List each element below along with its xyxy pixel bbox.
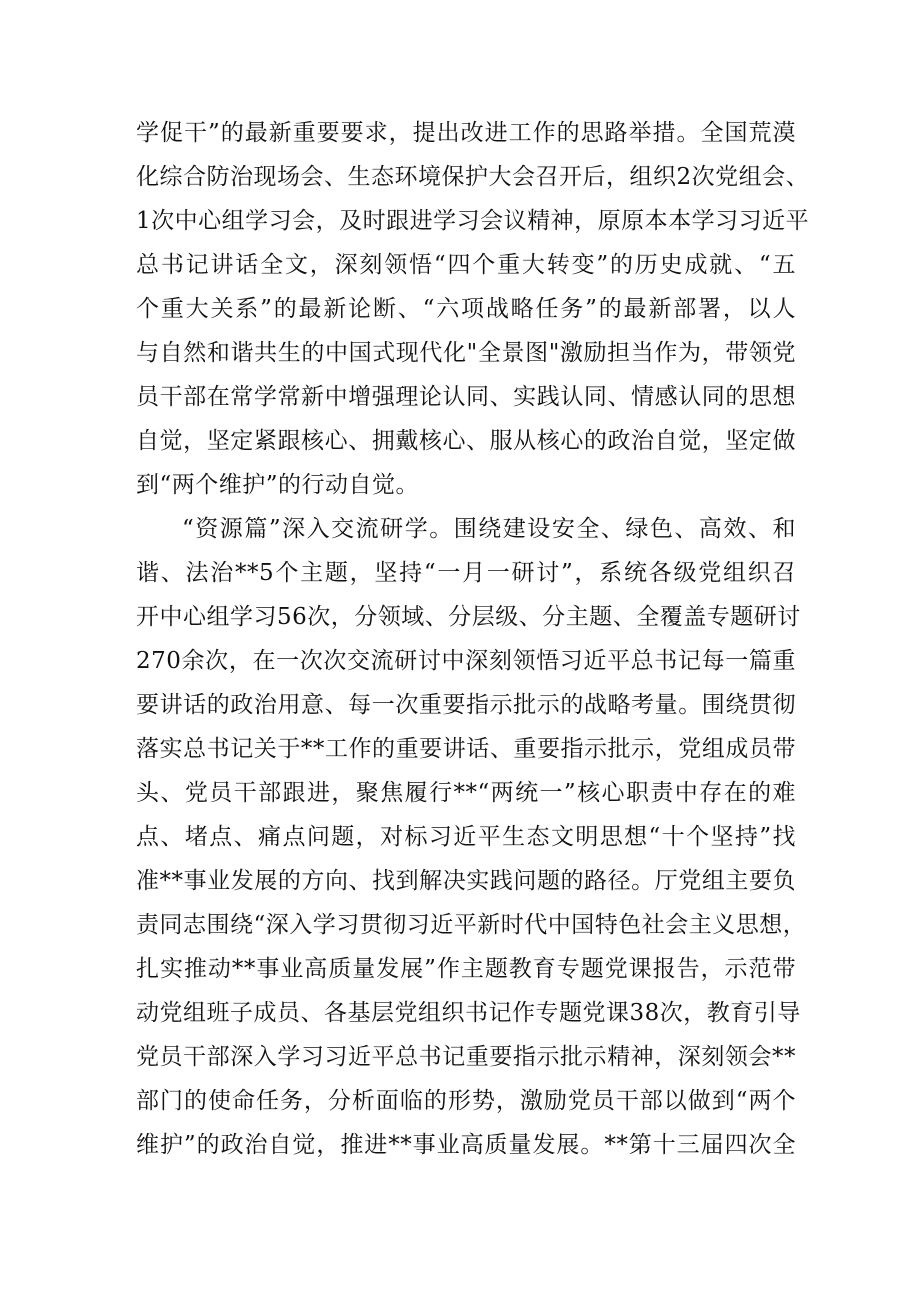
paragraph-line: 个重大关系”的最新论断、“六项战略任务”的最新部署，以人: [136, 296, 796, 322]
paragraph-line: 党员干部深入学习习近平总书记重要指示批示精神，深刻领会**: [136, 1044, 796, 1070]
paragraph-line: 动党组班子成员、各基层党组织书记作专题党课38次，教育引导: [136, 1000, 801, 1026]
paragraph-line: 1次中心组学习会，及时跟进学习会议精神，原原本本学习习近平: [136, 208, 810, 234]
paragraph-line: 部门的使命任务，分析面临的形势，激励党员干部以做到“两个: [136, 1088, 796, 1114]
paragraph-line: 总书记讲话全文，深刻领悟“四个重大转变”的历史成就、“五: [136, 252, 796, 278]
paragraph-line: 落实总书记关于**工作的重要讲话、重要指示批示，党组成员带: [136, 736, 796, 762]
paragraph-line: 员干部在常学常新中增强理论认同、实践认同、情感认同的思想: [136, 384, 796, 410]
paragraph-line: 点、堵点、痛点问题，对标习近平生态文明思想“十个坚持”找: [136, 824, 796, 850]
paragraph-line: 扎实推动**事业高质量发展”作主题教育专题党课报告，示范带: [136, 956, 796, 982]
paragraph-line: 要讲话的政治用意、每一次重要指示批示的战略考量。围绕贯彻: [136, 692, 796, 718]
paragraph-line: 学促干”的最新重要要求，提出改进工作的思路举措。全国荒漠: [136, 120, 796, 146]
paragraph-line: 责同志围绕“深入学习贯彻习近平新时代中国特色社会主义思想，: [136, 912, 807, 938]
paragraph-line: 270余次，在一次次交流研讨中深刻领悟习近平总书记每一篇重: [136, 648, 796, 674]
paragraph-line: “资源篇”深入交流研学。围绕建设安全、绿色、高效、和: [182, 516, 796, 542]
paragraph-line: 头、党员干部跟进，聚焦履行**“两统一”核心职责中存在的难: [136, 780, 796, 806]
paragraph-line: 开中心组学习56次，分领域、分层级、分主题、全覆盖专题研讨: [136, 604, 801, 630]
paragraph-line: 谐、法治**5个主题，坚持“一月一研讨”，系统各级党组织召: [136, 560, 796, 586]
paragraph-line: 与自然和谐共生的中国式现代化"全景图"激励担当作为，带领党: [136, 340, 796, 366]
paragraph-line: 准**事业发展的方向、找到解决实践问题的路径。厅党组主要负: [136, 868, 796, 894]
paragraph-line: 维护”的政治自觉，推进**事业高质量发展。**第十三届四次全: [136, 1132, 796, 1158]
paragraph-line: 化综合防治现场会、生态环境保护大会召开后，组织2次党组会、: [136, 164, 810, 190]
paragraph-line: 到“两个维护”的行动自觉。: [136, 472, 420, 498]
paragraph-line: 自觉，坚定紧跟核心、拥戴核心、服从核心的政治自觉，坚定做: [136, 428, 796, 454]
